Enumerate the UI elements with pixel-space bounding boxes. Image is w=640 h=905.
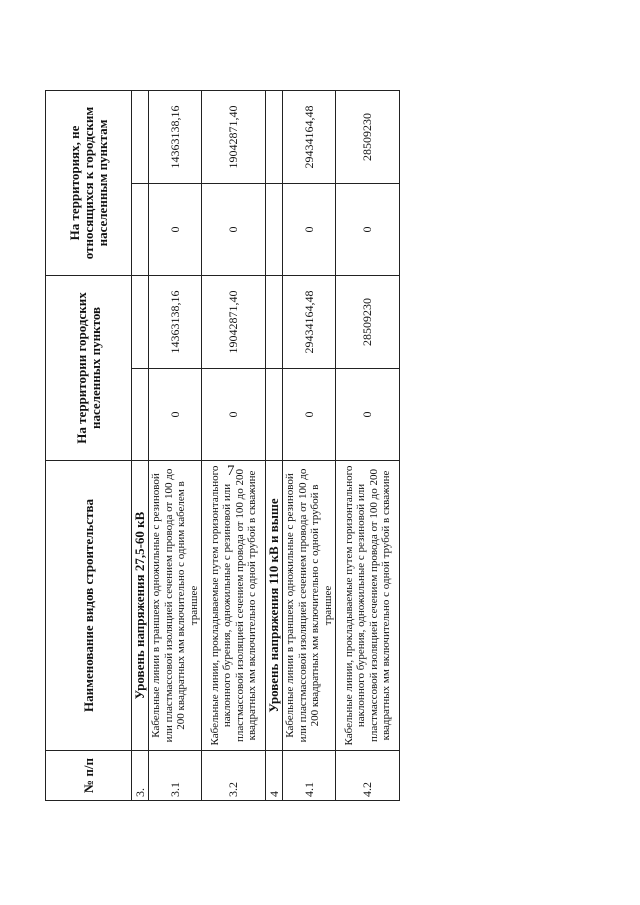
row-name: Кабельные линии в траншеях одножильные с резиновой или пластмассовой изоляцией сечением провода от 100 до 200 квадратных мм включительно с одним кабелем в траншее bbox=[149, 461, 202, 751]
row-name: Кабельные линии, прокладываемые путем горизонтального наклонного бурения, одножильные с резиновой или пластмассовой изоляцией сечением провода от 100 до 200 квадратных мм включительно с одной трубой в скважине bbox=[202, 461, 266, 751]
value-cell: 29434164,48 bbox=[283, 275, 336, 368]
table-row bbox=[283, 90, 336, 800]
row-num: 3.1 bbox=[149, 751, 202, 801]
empty-cell bbox=[132, 183, 149, 275]
value-cell: 0 bbox=[336, 369, 400, 461]
value-cell: 14363138,16 bbox=[149, 275, 202, 368]
row-num: 4.2 bbox=[336, 751, 400, 801]
rotated-table-container bbox=[45, 91, 392, 801]
header-name: Наименование видов строительства bbox=[46, 461, 132, 751]
row-num: 4 bbox=[266, 751, 283, 801]
table-row-section bbox=[132, 90, 149, 800]
header-rural: На территориях, не относящихся к городским населенным пунктам bbox=[46, 90, 132, 275]
value-cell: 19042871,40 bbox=[202, 275, 266, 368]
row-num: 3.2 bbox=[202, 751, 266, 801]
cost-table bbox=[45, 90, 400, 801]
value-cell: 14363138,16 bbox=[149, 90, 202, 183]
row-name: Кабельные линии, прокладываемые путем горизонтального наклонного бурения, одножильные с резиновой или пластмассовой изоляцией сечением провода от 100 до 200 квадратных мм включительно с одной трубой в скважине bbox=[336, 461, 400, 751]
empty-cell bbox=[132, 275, 149, 368]
table-header-row bbox=[46, 90, 132, 800]
value-cell: 0 bbox=[283, 369, 336, 461]
header-urban: На территории городских населенных пунктов bbox=[46, 275, 132, 460]
value-cell: 28509230 bbox=[336, 90, 400, 183]
value-cell: 0 bbox=[149, 369, 202, 461]
value-cell: 0 bbox=[283, 183, 336, 275]
page-number: 7 bbox=[227, 463, 235, 479]
empty-cell bbox=[266, 183, 283, 275]
table-row-section bbox=[266, 90, 283, 800]
table-row bbox=[336, 90, 400, 800]
row-num: 4.1 bbox=[283, 751, 336, 801]
table-row bbox=[149, 90, 202, 800]
section-title: Уровень напряжения 27,5-60 кВ bbox=[132, 461, 149, 751]
header-num: № п/п bbox=[46, 751, 132, 801]
value-cell: 19042871,40 bbox=[202, 90, 266, 183]
row-num: 3. bbox=[132, 751, 149, 801]
empty-cell bbox=[266, 369, 283, 461]
empty-cell bbox=[266, 275, 283, 368]
value-cell: 0 bbox=[202, 369, 266, 461]
empty-cell bbox=[266, 90, 283, 183]
value-cell: 0 bbox=[336, 183, 400, 275]
row-name: Кабельные линии в траншеях одножильные с резиновой или пластмассовой изоляцией сечением провода от 100 до 200 квадратных мм включительно с одной трубой в траншее bbox=[283, 461, 336, 751]
value-cell: 0 bbox=[202, 183, 266, 275]
empty-cell bbox=[132, 369, 149, 461]
table-row bbox=[202, 90, 266, 800]
empty-cell bbox=[132, 90, 149, 183]
value-cell: 29434164,48 bbox=[283, 90, 336, 183]
value-cell: 28509230 bbox=[336, 275, 400, 368]
section-title: Уровень напряжения 110 кВ и выше bbox=[266, 461, 283, 751]
value-cell: 0 bbox=[149, 183, 202, 275]
